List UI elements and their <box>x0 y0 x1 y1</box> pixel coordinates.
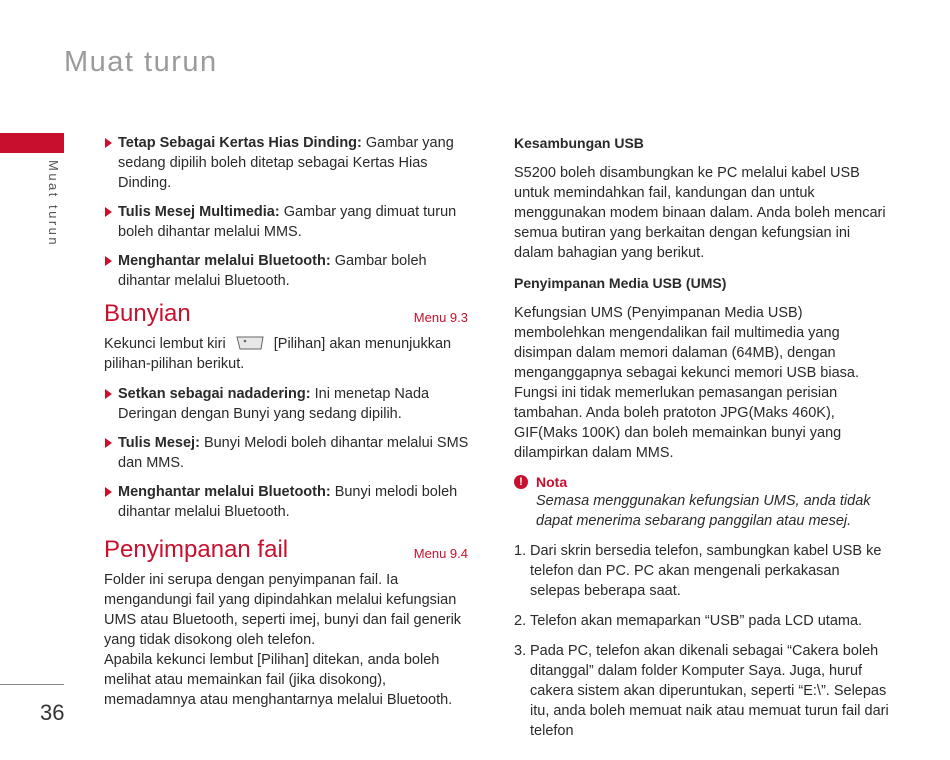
bullet-text: Bunyi Melodi boleh dihantar melalui SMS dan MMS. <box>118 435 469 471</box>
section-heading-penyimpanan <box>104 536 476 568</box>
bullet-text: Gambar yang dimuat turun boleh dihantar melalui MMS. <box>118 204 457 240</box>
menu-reference: Menu 9.3 <box>413 310 468 325</box>
bullet-label: Menghantar melalui Bluetooth: <box>118 253 331 269</box>
section-title: Bunyian <box>104 300 191 327</box>
section-heading-bunyian <box>104 300 476 332</box>
menu-reference: Menu 9.4 <box>413 546 468 561</box>
bullet-label: Tulis Mesej Multimedia: <box>118 204 280 220</box>
list-item <box>104 202 476 242</box>
penyimpanan-paragraph-1: Folder ini serupa dengan penyimpanan fail. Ia mengandungi fail yang dipindahkan melalui kefungsian UMS atau Bluetooth, seperti imej, bunyi dan fail generik yang tidak disokong oleh telefon. <box>104 572 462 648</box>
note-label: Nota <box>536 474 568 490</box>
note-text: Semasa menggunakan kefungsian UMS, anda tidak dapat menerima sebarang panggilan atau mesej. <box>536 493 871 529</box>
step-text: Pada PC, telefon akan dikenali sebagai “Cakera boleh ditanggal” dalam folder Komputer Saya. Juga, huruf cakera sistem akan diperuntukan, seperti “E:\”. Selepas itu, anda boleh memuat naik atau memuat turun fail dari telefon <box>530 643 889 739</box>
warning-icon: ! <box>514 475 528 489</box>
bullet-arrow-icon <box>105 389 112 399</box>
step-number: 1. <box>514 543 527 559</box>
list-item <box>104 251 476 291</box>
bullet-label: Tulis Mesej: <box>118 435 200 451</box>
list-item <box>514 541 890 601</box>
footer-divider <box>0 684 64 685</box>
bullet-label: Menghantar melalui Bluetooth: <box>118 484 331 500</box>
bullet-text: Gambar boleh dihantar melalui Bluetooth. <box>118 253 427 289</box>
page-number: 36 <box>40 700 65 725</box>
bullet-arrow-icon <box>105 138 112 148</box>
ums-heading: Penyimpanan Media USB (UMS) <box>514 275 727 291</box>
bunyian-intro <box>104 334 476 374</box>
bullet-label: Setkan sebagai nadadering: <box>118 386 311 402</box>
bullet-arrow-icon <box>105 438 112 448</box>
left-softkey-icon <box>234 335 266 351</box>
intro-text-after: [Pilihan] akan menunjukkan pilihan-pilihan berikut. <box>104 336 452 372</box>
side-section-label: Muat turun <box>46 160 61 248</box>
note-box <box>514 473 890 531</box>
bullet-text: Gambar yang sedang dipilih boleh ditetap sebagai Kertas Hias Dinding. <box>118 135 454 191</box>
bullet-arrow-icon <box>105 487 112 497</box>
usb-heading: Kesambungan USB <box>514 135 644 151</box>
list-item <box>104 133 476 193</box>
bullet-text: Bunyi melodi boleh dihantar melalui Bluetooth. <box>118 484 458 520</box>
step-number: 2. <box>514 613 527 629</box>
section-tab-marker <box>0 133 64 153</box>
list-item <box>104 384 476 424</box>
penyimpanan-paragraph-2: Apabila kekunci lembut [Pilihan] ditekan, anda boleh melihat atau memainkan fail (jika disokong), memadamnya atau menghantarnya melalui Bluetooth. <box>104 652 453 708</box>
bullet-label: Tetap Sebagai Kertas Hias Dinding: <box>118 135 362 151</box>
list-item <box>104 482 476 522</box>
step-text: Telefon akan memaparkan “USB” pada LCD utama. <box>530 613 863 629</box>
list-item <box>514 611 890 631</box>
bullet-arrow-icon <box>105 207 112 217</box>
page-header-title: Muat turun <box>64 46 218 78</box>
left-column <box>104 133 476 720</box>
intro-text-before: Kekunci lembut kiri <box>104 336 226 352</box>
right-column <box>514 133 890 751</box>
list-item <box>104 433 476 473</box>
step-number: 3. <box>514 643 527 659</box>
ums-paragraph: Kefungsian UMS (Penyimpanan Media USB) membolehkan mengendalikan fail multimedia yang disimpan dalam memori dalaman (64MB), dengan menganggapnya sebagai kekunci memori USB biasa. Fungsi ini tidak memerlukan pemasangan perisian tambahan. Anda boleh pratoton JPG(Maks 460K), GIF(Maks 100K) dan boleh memainkan bunyi yang dilampirkan dalam MMS. <box>514 305 859 461</box>
list-item <box>514 641 890 741</box>
bullet-arrow-icon <box>105 256 112 266</box>
step-text: Dari skrin bersedia telefon, sambungkan kabel USB ke telefon dan PC. PC akan mengenali perkakasan selepas beberapa saat. <box>530 543 882 599</box>
usb-paragraph: S5200 boleh disambungkan ke PC melalui kabel USB untuk memindahkan fail, kandungan dan untuk menggunakan modem binaan dalam. Anda boleh mencari semua butiran yang berkaitan dengan kefungsian ini dalam bahagian yang berikut. <box>514 165 886 261</box>
bullet-text: Ini menetap Nada Deringan dengan Bunyi yang sedang dipilih. <box>118 386 430 422</box>
section-title: Penyimpanan fail <box>104 536 289 563</box>
